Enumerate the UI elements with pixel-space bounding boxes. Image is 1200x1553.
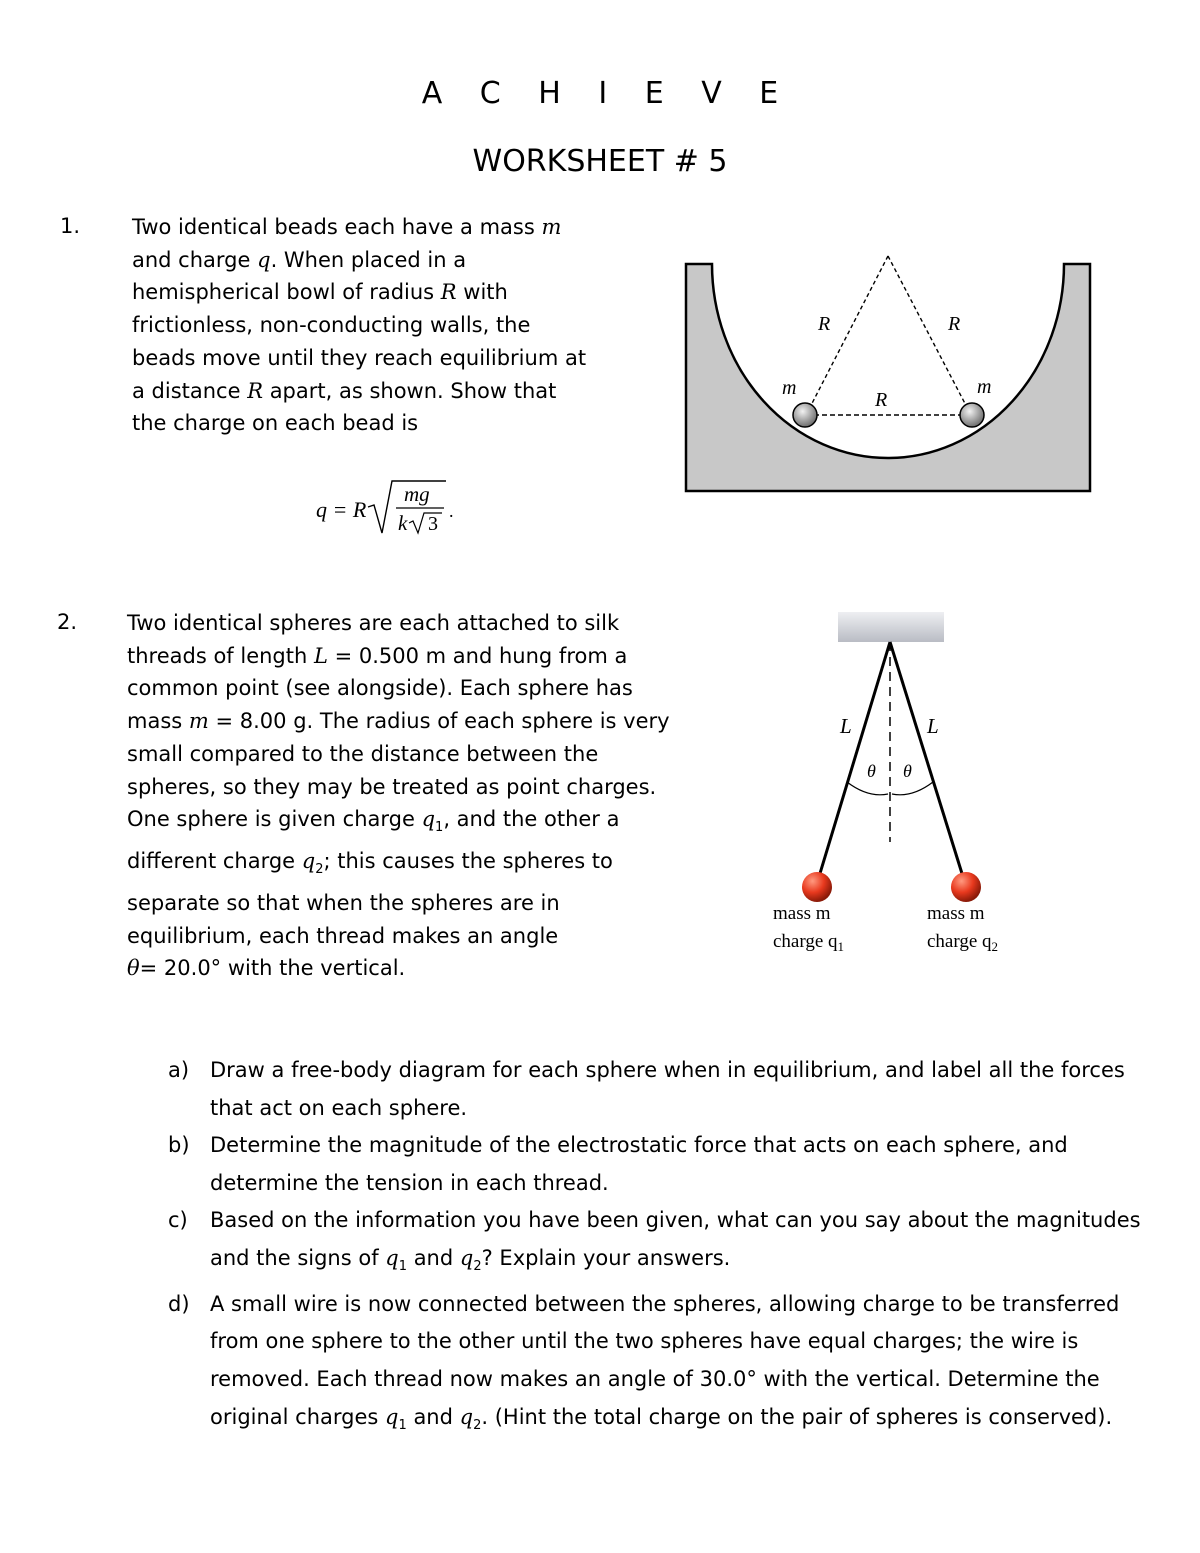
label-L-right: L <box>927 714 939 738</box>
subquestion-label: d) <box>168 1291 190 1316</box>
subquestion-item <box>168 1286 1148 1445</box>
formula-lhs: q = R <box>316 497 367 522</box>
subquestion-item <box>168 1052 1148 1127</box>
q2-number: 2. <box>57 610 78 634</box>
label-R-left: R <box>818 313 831 335</box>
subquestion-label: b) <box>168 1133 190 1158</box>
formula-root-three: 3 <box>428 513 438 535</box>
bead-left <box>793 403 817 427</box>
q2-line: spheres, so they may be treated as point charges. <box>127 774 657 799</box>
label-R-bottom: R <box>875 389 888 411</box>
q2-line: common point (see alongside). Each sphere has <box>127 676 633 701</box>
q1-line: a distance R apart, as shown. Show that <box>132 378 557 403</box>
q2-line: equilibrium, each thread makes an angle <box>127 923 559 948</box>
subquestion-label: a) <box>168 1058 190 1082</box>
bowl-shape <box>686 264 1090 491</box>
q2-line: different charge $q_2$; this causes the spheres to <box>127 849 613 878</box>
subquestion-item <box>168 1202 1148 1285</box>
q2-subquestions <box>168 1052 1148 1444</box>
angle-arc-right <box>892 782 933 795</box>
q1-line: beads move until they reach equilibrium at <box>132 345 587 370</box>
sphere-left <box>802 872 832 902</box>
subquestion-label: c) <box>168 1208 188 1233</box>
ceiling-support <box>838 612 944 642</box>
formula-denominator-k: k <box>398 511 408 535</box>
subquestion-text: Draw a free-body diagram for each sphere when in equilibrium, and label all the forces that act on each sphere. <box>210 1058 1125 1120</box>
q2-line: separate so that when the spheres are in <box>127 891 560 915</box>
q1-line: Two identical beads each have a mass m <box>132 215 562 239</box>
label-left-mass: mass m <box>773 903 831 924</box>
subquestion-text: Determine the magnitude of the electrostatic force that acts on each sphere, and determine the tension in each thread. <box>210 1133 1068 1195</box>
subquestion-item <box>168 1127 1148 1202</box>
bowl-dashed-right <box>888 256 971 415</box>
q2-line: mass m = 8.00 g. The radius of each sphere is very <box>127 709 670 734</box>
worksheet-number: WORKSHEET # 5 <box>472 144 728 179</box>
angle-arc-left <box>847 782 888 795</box>
label-right-mass: mass m <box>927 903 985 924</box>
formula-period: . <box>449 501 454 521</box>
formula-numerator: mg <box>404 482 430 506</box>
q2-line: Two identical spheres are each attached to silk <box>127 611 620 635</box>
thread-left <box>818 642 890 880</box>
q2-line: θ= 20.0° with the vertical. <box>127 956 406 981</box>
subquestion-text: A small wire is now connected between the spheres, allowing charge to be transferred from one sphere to the other until the two spheres have equal charges; the wire is removed. Each thread now makes an angle of 30.0° with the vertical. Determine the original charges $q_1$ and $q_2$. (Hint the total charge on the pair of spheres is conserved). <box>210 1291 1120 1433</box>
subquestion-text: Based on the information you have been given, what can you say about the magnitudes and the signs of $q_1$ and $q_2$? Explain your answers. <box>210 1208 1141 1275</box>
q2-line: One sphere is given charge $q_1$, and the other a <box>127 807 620 836</box>
q2-line: threads of length L = 0.500 m and hung from a <box>127 643 628 668</box>
label-m-right: m <box>977 376 992 398</box>
q2-line: small compared to the distance between the <box>127 741 599 766</box>
label-theta-left: θ <box>867 761 876 781</box>
label-left-charge: charge $q_1$ <box>773 931 845 954</box>
thread-right <box>890 642 964 880</box>
label-theta-right: θ <box>903 761 912 781</box>
q1-line: frictionless, non-conducting walls, the <box>132 313 531 338</box>
q1-number: 1. <box>60 214 81 238</box>
label-L-left: L <box>840 714 852 738</box>
worksheet-series-title: A C H I E V E <box>421 76 793 111</box>
q1-line: and charge q. When placed in a <box>132 247 467 272</box>
bead-right <box>960 403 984 427</box>
label-right-charge: charge $q_2$ <box>927 931 999 954</box>
q2-text <box>127 607 697 985</box>
sphere-right <box>951 872 981 902</box>
q1-line: hemispherical bowl of radius R with <box>132 280 508 305</box>
label-R-right: R <box>948 313 961 335</box>
q1-formula <box>312 475 462 545</box>
q1-line: the charge on each bead is <box>132 411 419 436</box>
q1-text <box>132 211 612 440</box>
label-m-left: m <box>782 377 797 399</box>
bowl-diagram <box>680 250 1100 500</box>
pendulum-diagram <box>765 605 1045 965</box>
